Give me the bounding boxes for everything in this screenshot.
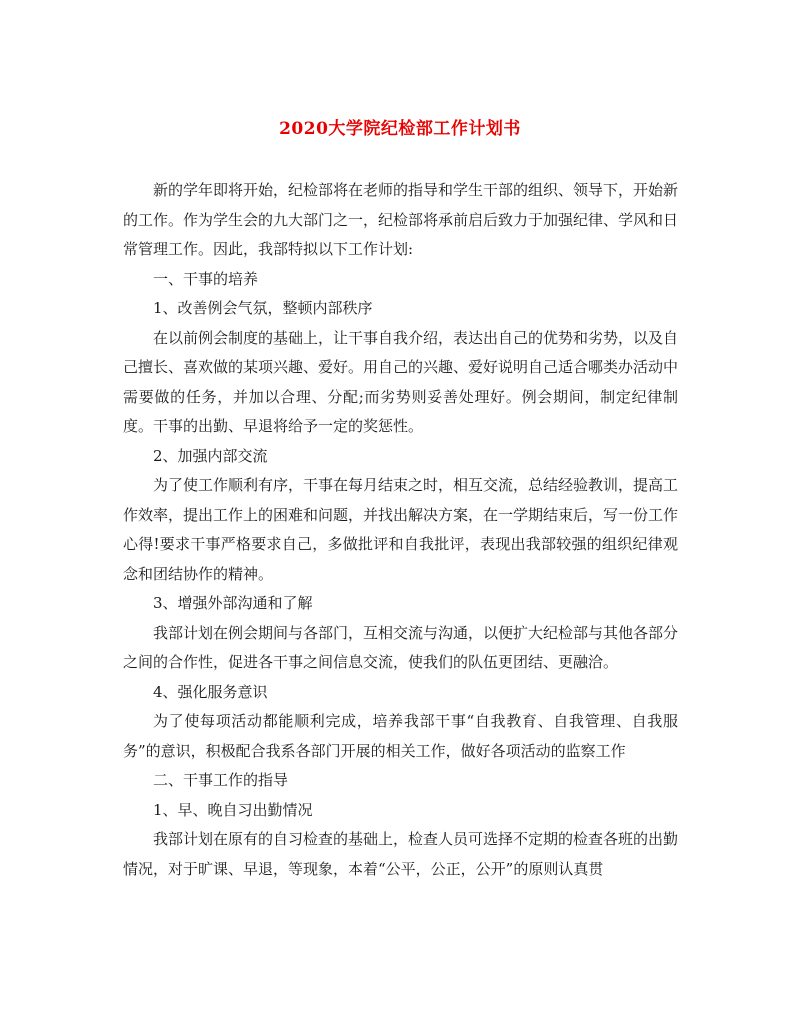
paragraph-1-4: 为了使每项活动都能顺利完成，培养我部干事“自我教育、自我管理、自我服务”的意识，积极配合我系各部门开展的相关工作，做好各项活动的监察工作 (123, 712, 678, 760)
document-title: 2020大学院纪检部工作计划书 (279, 119, 521, 139)
paragraph-2-1: 我部计划在原有的自习检查的基础上，检查人员可选择不定期的检查各班的出勤情况，对于旷课、早退，等现象，本着“公平，公正，公开”的原则认真贯 (123, 830, 679, 878)
subsection-heading-2-1: 1、早、晚自习出勤情况 (153, 800, 313, 819)
paragraph-1-3: 我部计划在例会期间与各部门，互相交流与沟通，以便扩大纪检部与其他各部分之间的合作性，促进各干事之间信息交流，使我们的队伍更团结、更融洽。 (123, 623, 679, 671)
subsection-heading-1-3: 3、增强外部沟通和了解 (153, 594, 313, 612)
subsection-heading-1-4: 4、强化服务意识 (153, 682, 268, 701)
document-body (123, 176, 678, 884)
paragraph-1-2: 为了使工作顺利有序，干事在每月结束之时，相互交流，总结经验教训，提高工作效率，提出工作上的困难和问题，并找出解决方案，在一学期结束后，写一份工作心得!要求干事严格要求自己，多做批评和自我批评，表现出我部较强的组织纪律观念和团结协作的精神。 (123, 476, 679, 583)
subsection-heading-1-2: 2、加强内部交流 (153, 446, 268, 465)
section-heading-1: 一、干事的培养 (153, 269, 259, 288)
section-heading-2: 二、干事工作的指导 (153, 771, 289, 789)
subsection-heading-1-1: 1、改善例会气氛，整顿内部秩序 (153, 299, 373, 317)
paragraph-1-1: 在以前例会制度的基础上，让干事自我介绍，表达出自己的优势和劣势，以及自己擅长、喜欢做的某项兴趣、爱好。用自己的兴趣、爱好说明自己适合哪类办活动中需要做的任务，并加以合理、分配;而劣势则妥善处理好。例会期间，制定纪律制度。干事的出勤、早退将给予一定的奖惩性。 (123, 328, 679, 435)
intro-paragraph: 新的学年即将开始，纪检部将在老师的指导和学生干部的组织、领导下，开始新的工作。作为学生会的九大部门之一，纪检部将承前启后致力于加强纪律、学风和日常管理工作。因此，我部特拟以下工作计划: (123, 181, 679, 258)
